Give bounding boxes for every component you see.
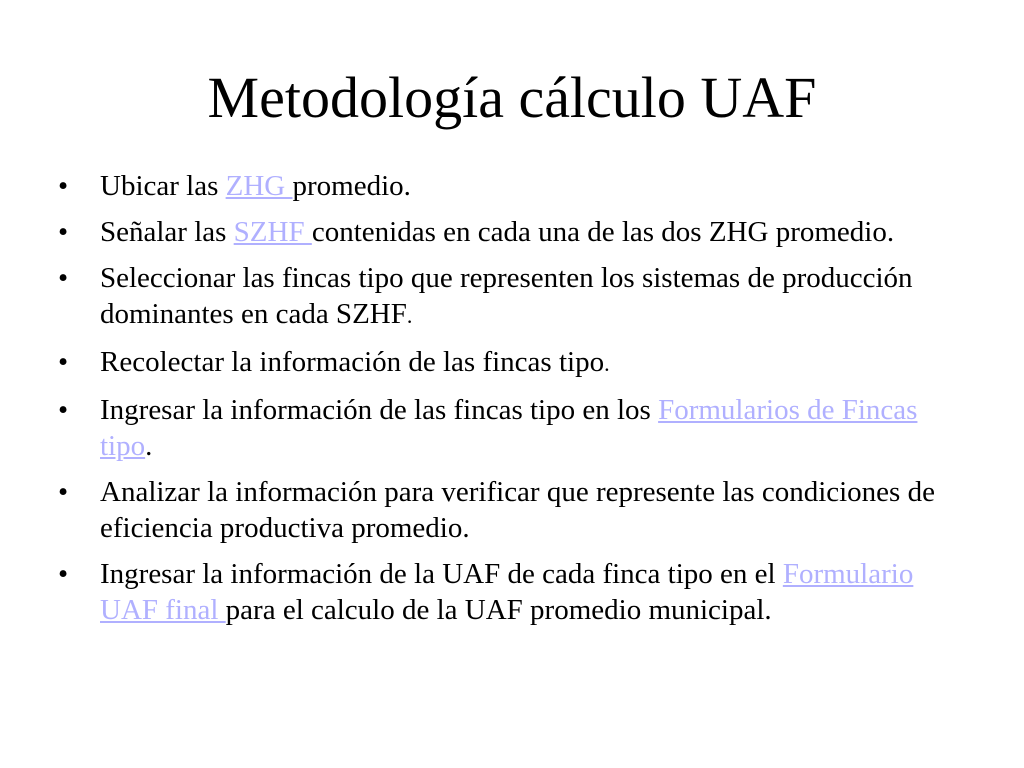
bullet-icon: • [58,262,69,294]
bullet-icon: • [58,476,69,508]
zhg-link[interactable]: ZHG [225,170,293,202]
bullet-icon: • [58,216,69,248]
bullet-item-recolectar [58,344,958,382]
bullet-icon: • [58,170,69,202]
bullet-text-period: . [604,351,610,376]
bullet-icon: • [58,558,69,590]
bullet-text: Seleccionar las fincas tipo que representen los sistemas de producción dominantes en cada SZHF [100,262,913,330]
bullet-text: promedio. [292,170,411,202]
bullet-text: Analizar la información para verificar que represente las condiciones de eficiencia productiva promedio. [100,476,935,544]
bullet-item-ingresar-uaf [58,556,958,628]
bullet-text: Ingresar la información de las fincas tipo en los [100,394,659,426]
szhf-link[interactable]: SZHF [233,216,312,248]
bullet-item-senalar [58,214,958,250]
bullet-item-seleccionar [58,260,958,334]
bullet-list [58,168,958,638]
bullet-text: Recolectar la información de las fincas tipo [100,346,605,378]
slide-title: Metodología cálculo UAF [207,65,817,130]
bullet-item-ubicar [58,168,958,204]
bullet-text: . [145,430,153,462]
bullet-text: Ubicar las [100,170,226,202]
bullet-text: contenidas en cada una de las dos ZHG promedio. [311,216,895,248]
formulario-uaf-final-link[interactable]: Formulario UAF final [100,558,914,626]
formularios-fincas-tipo-link[interactable]: Formularios de Fincas tipo [100,394,918,462]
bullet-icon: • [58,394,69,426]
bullet-item-analizar [58,474,958,546]
bullet-text: Ingresar la información de la UAF de cada finca tipo en el [100,558,783,590]
bullet-text: Señalar las [100,216,234,248]
bullet-item-ingresar-formularios [58,392,958,464]
bullet-text-period: . [406,303,413,328]
bullet-icon: • [58,346,69,378]
bullet-text: para el calculo de la UAF promedio municipal. [225,594,772,626]
